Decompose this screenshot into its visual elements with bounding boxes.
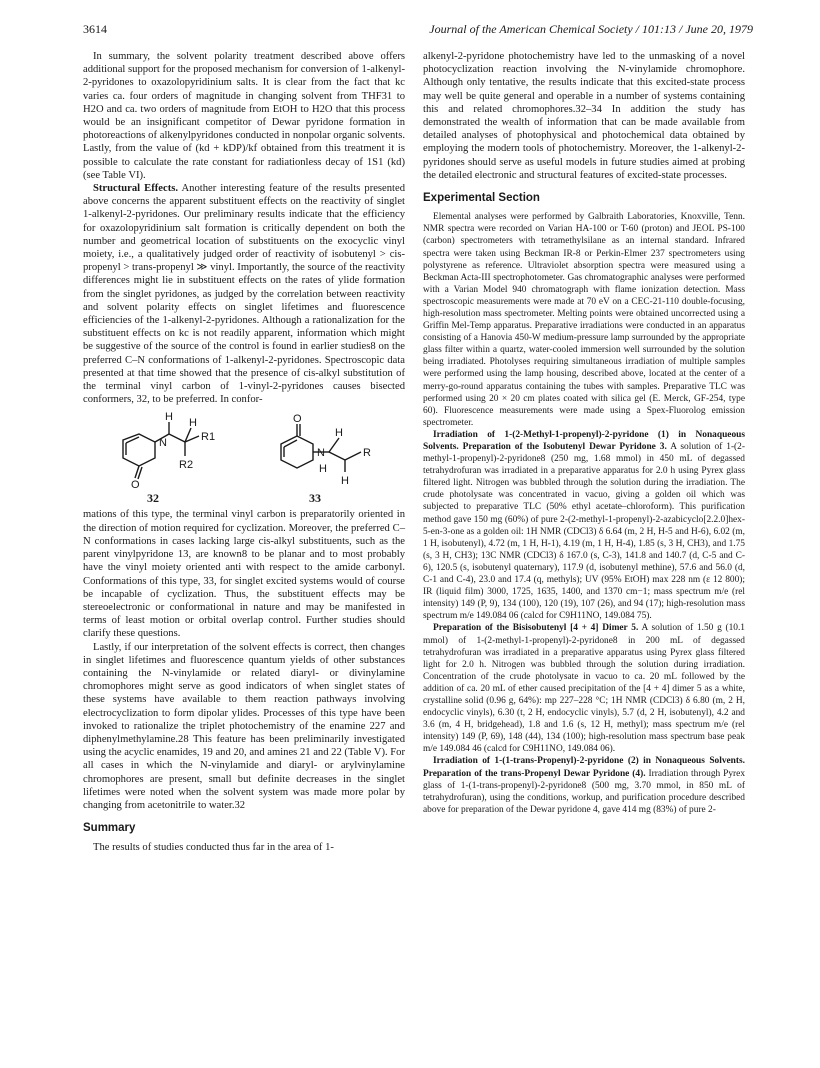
atom-h: H [335,427,343,440]
experimental-text [423,211,745,816]
substituent-r1: R1 [201,431,216,444]
paragraph [423,622,745,755]
paragraph-text: Another interesting feature of the results presented above concerns the apparent substituent effects on the reactivity of singlet 1-alkenyl-2-pyridones. Our preliminary results indicate that the efficiency for oxazolopyridinium salt formation is critically dependent on both the number and geometrical location of substituents on the exocyclic vinyl moiety, i.e., a qualitatively judged order of reactivity of isobutenyl > cis-propenyl > trans-propenyl ≫ vinyl. Importantly, the source of the reactivity differences might lie in substituent effects on the rates of ylide formation from the singlet pyridones, as judged by the correlation between reactivity and solvent polarity effects on singlet lifetimes and fluorescence efficiencies of the 1-alkenyl-2-pyridones. Although a rationalization for the substituent effects on kc is not readily apparent, information which might be suggestive of the source of the control is found in earlier studies8 on the preferred C–N conformations of 1-alkenyl-2-pyridones. Spectroscopic data presented at that time showed that the presence of cis-alkyl substitution of the terminal vinyl carbon of 1-vinyl-2-pyridones causes bisected conformers, 32, to be preferred. In confor- [83,183,405,406]
paragraph-text: A solution of 1-(2-methyl-1-propenyl)-2-pyridone8 (250 mg, 1.68 mmol) in 450 mL of degassed tetrahydrofuran was irradiated in a preparative apparatus for 2.0 h using Pyrex glass filtered light. Nitrogen was bubbled through the solution during the irradiation. The crude photolysate was concentrated in vacuo, giving a golden oil which was subjected to preparative TLC (50% ethyl acetate–chloroform). This purification method gave 150 mg (60%) of pure 2-(2-methyl-1-propenyl)-2-azabicyclo[2.2.0]hex-5-en-3-one as a golden oil: 1H NMR (CDCl3) δ 6.64 (m, 2 H, H-5 and H-6), 6.02 (m, 1 H, isobutenyl), 4.72 (m, 1 H, H-1), 4.19 (m, 1 H, H-4), 1.85 (s, 3 H, CH3), and 1.75 (s, 3 H, CH3); 13C NMR (CDCl3) δ 167.0 (s, C-3), 141.8 and 140.7 (d, C-5 and C-6), 120.5 (s, isobutenyl quaternary), 117.9 (d, isobutenyl methine), 57.6 and 56.0 (d, C-1 and C-4), 23.0 and 17.4 (q, methyls); UV (95% EtOH) max 228 nm (ε 12 800); IR (liquid film) 3000, 1725, 1635, 1400, and 1370 cm−1; mass spectrum m/e (rel intensity) 149 (P, 9), 134 (100), 120 (19), 107 (26), and 94 (17); high-resolution mass spectrum m/e 149.084 06 (calcd for C9H11NO, 149.084 75). [423,442,745,622]
paragraph-text: A solution of 1.50 g (10.1 mmol) of 1-(2-methyl-1-propenyl)-2-pyridone8 in 200 mL of degassed tetrahydrofuran was irradiated in a preparative apparatus using Pyrex glass filtered light for 2.0 h. Nitrogen was bubbled through the solution during irradiation. Concentration of the crude photolysate in vacuo to ca. 20 mL followed by the addition of ca. 20 mL of ether caused precipitation of the [4 + 4] dimer 5 as a white, crystalline solid (0.96 g, 64%): mp 227–228 °C; 1H NMR (CDCl3) δ 6.80 (m, 2 H, endocyclic vinyls), 6.30 (t, 2 H, endocyclic vinyls), 5.7 (d, 2 H, isobutenyl), 4.2 and 3.6 (m, 4 H, bridgehead), 1.8 and 1.6 (s, 12 H, methyl); mass spectrum m/e (rel intensity) 149 (P, 69), 148 (44), 134 (100); high-resolution mass spectrum base peak m/e 149.084 46 (calcd for C9H11NO, 149.084 06). [423,623,745,755]
paragraph: Elemental analyses were performed by Galbraith Laboratories, Knoxville, Tenn. NMR spectra were recorded on Varian HA-100 or T-60 (proton) and JEOL PS-100 (carbon) spectrometers with tetramethylsilane as an internal standard. Infrared spectra were taken using Beckman IR-8 or Perkin-Elmer 237 spectrometers using polystyrene as reference. Ultraviolet absorption spectra were measured using a Beckman Acta-III spectrophotometer. Gas chromatographic analyses were performed with a Varian Model 940 chromatograph with flame ionization detection. Mass spectroscopic measurements were made at 70 eV on a CEC-21-110 double-focusing, high-resolution mass spectrometer. Melting points were obtained uncorrected using a Griffin Mel-Temp apparatus. Preparative irradiations were conducted in an apparatus consisting of a Hanovia 450-W medium-pressure lamp surrounded by the appropriate glass filter within a quartz, water-cooled immersion well surrounded by the solution being irradiated. Photolyses requiring simultaneous irradiation of multiple samples were performed using the lamp housing, described above, located at the center of a merry-go-round apparatus containing the tubes with samples. Preparative TLC was performed using 20 × 20 cm plates coated with silica gel (E. Merck, GF-254, type 60). Fluorescence measurements were made using a Spex-Fluorolog emission spectrometer. [423,212,745,428]
structure-figure [83,410,405,506]
atom-n: N [317,447,325,460]
right-column [423,50,745,816]
run-in-heading: Irradiation of 1-(2-Methyl-1-propenyl)-2-pyridone (1) in Nonaqueous Solvents. Preparation of the Isobutenyl Dewar Pyridone 3. [423,429,745,453]
paragraph: In summary, the solvent polarity treatment described above offers additional support for the proposed mechanism for conversion of 1-alkenyl-2-pyridones to oxazolopyridinium salts. It is clear from the fact that kc varies ca. four orders of magnitude in changing solvent from THF31 to H2O and ca. two orders of magnitude from EtOH to H2O that this process would be an insignificant competitor of Dewar pyridone formation in photoreactions of alkenylpyridones conducted in nonpolar organic solvents. Lastly, from the value of (kd + kDP)/kf obtained from this treatment it is possible to calculate the rate constant for radiationless decay of 1S1 (kd) (see Table VI). [83,51,405,181]
paragraph [83,182,405,406]
substituent-r: R [363,447,371,460]
paragraph: alkenyl-2-pyridone photochemistry have led to the unmasking of a novel photocyclization reaction involving the N-vinylamide chromophore. Although only tentative, the results indicate that this excited-state process may well be quite general and operable in a number of systems containing this and related chromophores.32–34 In addition the study has demonstrated the wealth of information that can be made available from detailed analyses of photophysical and photochemical data obtained by employing the modern tools of photochemistry. Moreover, the 1-alkenyl-2-pyridones should serve as useful models in future studies aimed at probing the detailed electronic and structural features of excited-state processes. [423,51,745,181]
paragraph: mations of this type, the terminal vinyl carbon is preparatorily oriented in the direction of motion required for cyclization. Moreover, the preferred C–N conformations in cases lacking large cis-alkyl substituents, such as the parent vinylpyridone 13, are known8 to be planar and to most probably have the vinyl moiety oriented anti with respect to the amide carbonyl. Conformations of this type, 33, for singlet excited systems would of course be incapable of cyclization. Thus, the substituent effects may be stereoelectronic or conformational in nature and may be manifested in terms of least motion or orbital overlap control. Further studies should clarify these questions. [83,509,405,640]
paragraph-text: Irradiation through Pyrex glass of 1-(1-trans-propenyl)-2-pyridone8 (500 mg, 3.70 mmol, in 850 mL of tetrahydrofuran), using the conditions, workup, and purification procedure described above for preparation of the Dewar pyridone 4, gave 414 mg (83%) of pure 2- [423,768,746,815]
substituent-r2: R2 [179,459,194,472]
left-column [83,50,405,855]
paragraph [423,429,745,623]
page-header [83,22,763,38]
compound-label-32: 32 [147,491,159,506]
section-heading-summary: Summary [83,822,136,835]
paragraph [423,755,745,815]
page-number: 3614 [83,22,107,36]
paragraph: Lastly, if our interpretation of the solvent effects is correct, then changes in singlet lifetimes and fluorescence quantum yields of other substances containing the N-vinylamide or related diaryl- or divinylamine chromophores might serve as good indicators of when singlet states of these systems have available to them reaction pathways involving electrocyclization to form dipolar ylides. Processes of this type have been invoked to rationalize the triplet photochemistry of the enamine 227 and diphenylmethylamine.28 This feature has been preliminarily investigated using the acyclic enamides, 19 and 20, and amines 21 and 22 (Table V). For all cases in which the N-vinylamide and diaryl- or arylvinylamine chromophores are present, small but definite decreases in the singlet lifetimes were noted when the solvent system was made more polar by changing from acetonitrile to water.32 [83,641,405,811]
run-in-heading: Preparation of the Bisisobutenyl [4 + 4] Dimer 5. [433,623,639,634]
journal-citation: Journal of the American Chemical Society / 101:13 / June 20, 1979 [429,22,753,36]
paragraph: The results of studies conducted thus far in the area of 1- [93,842,334,854]
atom-n: N [159,437,167,450]
run-in-heading: Structural Effects. [93,183,179,195]
run-in-heading: Irradiation of 1-(1-trans-Propenyl)-2-pyridone (2) in Nonaqueous Solvents. Preparation of the trans-Propenyl Dewar Pyridone (4). [423,756,745,779]
section-heading-experimental: Experimental Section [423,192,540,205]
atom-h: H [341,475,349,488]
atom-h: H [319,463,327,476]
chemical-structures [83,410,405,506]
atom-o: O [131,479,140,492]
atom-h: H [165,411,173,424]
compound-label-33: 33 [309,491,321,506]
atom-o: O [293,413,302,426]
atom-h: H [189,417,197,430]
